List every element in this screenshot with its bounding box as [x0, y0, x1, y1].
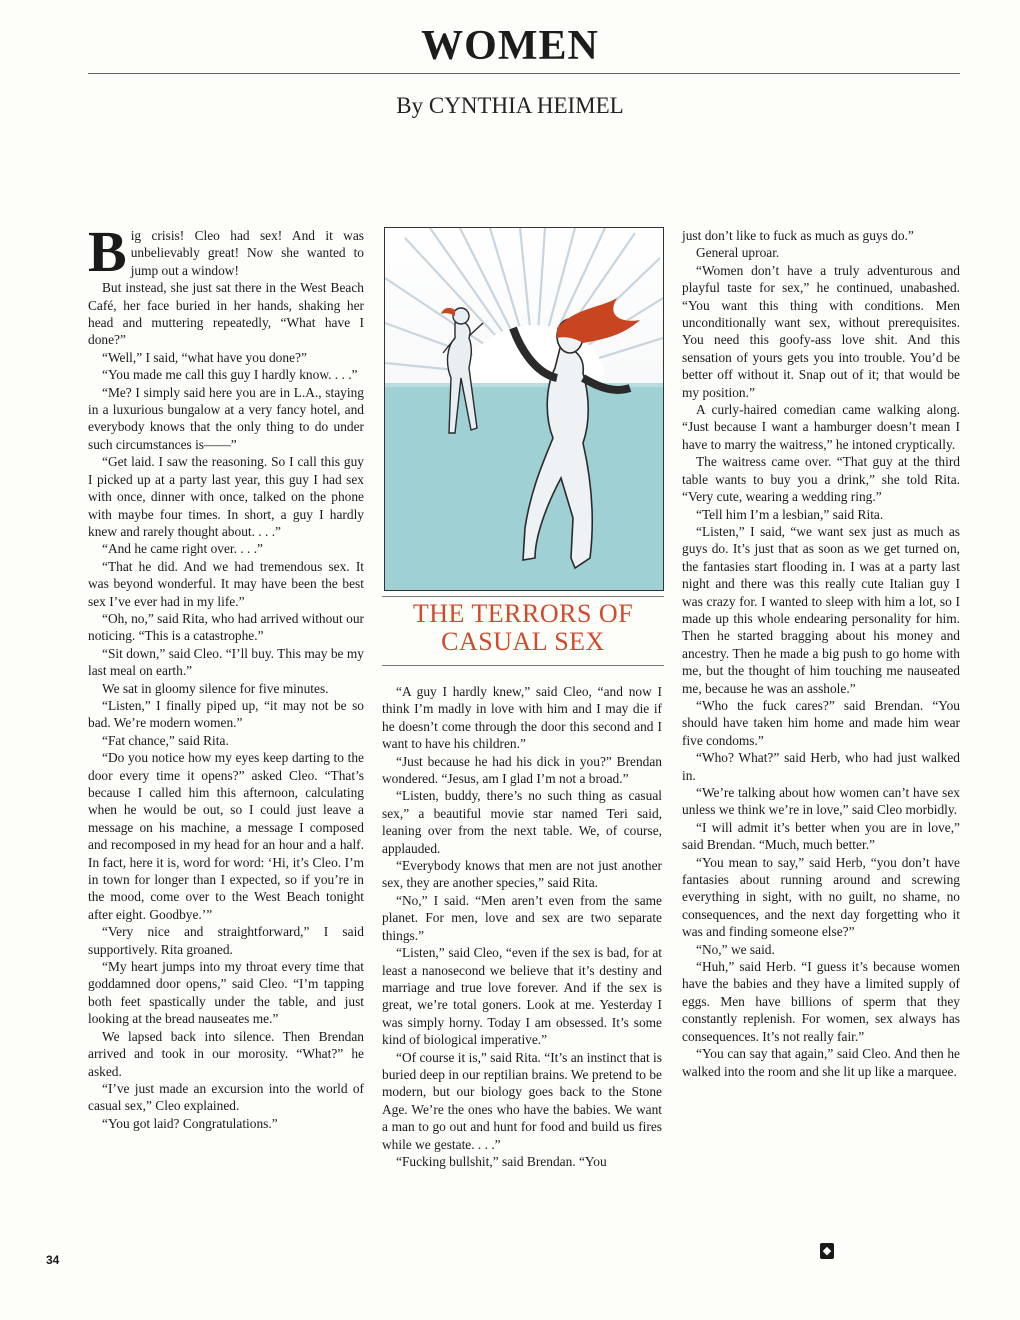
headline-rule-bottom	[382, 665, 664, 666]
paragraph: The waitress came over. “That guy at the third table wants to buy you a drink,” she told Rita. “Very cute, wearing a wedding ring.”	[682, 454, 960, 505]
paragraph: “Listen,” I finally piped up, “it may not be so bad. We’re modern women.”	[88, 697, 364, 731]
paragraph: “Listen,” said Cleo, “even if the sex is bad, for at least a nanosecond we believe that it’s destiny and marriage and true love forever. And if the sex is great, we’re total goners. Look at me. Yesterday I was simply horny. Today I am obsessed. It’s some kind of biological imperative.”	[382, 945, 662, 1048]
headline-rule-top	[382, 596, 664, 597]
paragraph: “Everybody knows that men are not just another sex, they are another species,” said Rita.	[382, 858, 662, 891]
illustration	[384, 227, 664, 591]
paragraph: “You got laid? Congratulations.”	[102, 1115, 278, 1131]
section-title: WOMEN	[421, 23, 599, 69]
paragraph: “Of course it is,” said Rita. “It’s an instinct that is buried deep in our reptilian brains. We pretend to be modern, but our biology goes back to the Stone Age. We’re the ones who have the babies. We want a man to go out and hunt for food and build us fires while we gestate. . . .”	[382, 1049, 662, 1152]
paragraph: Big crisis! Cleo had sex! And it was unbelievably great! Now she wanted to jump out a window!	[88, 219, 364, 284]
paragraph: “We’re talking about how women can’t have sex unless we think we’re in love,” said Cleo morbidly.	[682, 785, 960, 818]
article-column-2	[382, 683, 662, 1170]
paragraph: “Very nice and straightforward,” I said supportively. Rita groaned.	[88, 924, 364, 957]
paragraph: We sat in gloomy silence for five minutes.	[102, 680, 329, 696]
paragraph: “A guy I hardly knew,” said Cleo, “and now I think I’m madly in love with him and I may die if he doesn’t come through the door this second and I want to have his children.”	[382, 684, 662, 752]
paragraph: “Well,” I said, “what have you done?”	[102, 349, 307, 365]
paragraph: “Me? I simply said here you are in L.A., staying in a luxurious bungalow at a very fancy hotel, and everybody knows that the only thing to do under such circumstances is——”	[88, 384, 364, 452]
paragraph: “And he came right over. . . .”	[102, 541, 264, 557]
paragraph: “I’ve just made an excursion into the world of casual sex,” Cleo explained.	[88, 1080, 364, 1114]
title-rule	[88, 73, 960, 74]
paragraph: “Just because he had his dick in you?” Brendan wondered. “Jesus, am I glad I’m not a broad.”	[382, 753, 662, 787]
byline: By CYNTHIA HEIMEL	[396, 93, 624, 118]
paragraph: “Women don’t have a truly adventurous and playful taste for sex,” he continued, unabashed. “You want this thing with conditions. Men unconditionally want sex, without prerequisites. You need this goofy-ass love shit. And this sensation of yours gets you into trouble. You’d be better off without it. Snap out of it; that would be my position.”	[682, 262, 960, 400]
headline-line-2: CASUAL SEX	[441, 627, 605, 656]
paragraph: “Who? What?” said Herb, who had just walked in.	[682, 750, 960, 783]
paragraph: General uproar.	[696, 245, 780, 261]
article-column-1	[88, 219, 364, 1132]
paragraph: “No,” we said.	[696, 941, 775, 957]
paragraph: “Oh, no,” said Rita, who had arrived without our noticing. “This is a catastrophe.”	[88, 610, 364, 644]
headline-line-1: THE TERRORS OF	[412, 599, 634, 628]
paragraph: “Fat chance,” said Rita.	[102, 732, 229, 748]
article-column-3	[682, 227, 960, 1080]
paragraph: A curly-haired comedian came walking along. “Just because I want a hamburger doesn’t mean I have to marry the waitress,” he intoned cryptically.	[682, 402, 960, 452]
paragraph: “Listen,” I said, “we want sex just as much as guys do. It’s just that as soon as we get turned on, the fantasies start flooding in. I was at a party last night and there was this really cute Italian guy I was crazy for. I wanted to sleep with him a lot, so I made up this whole endearing personality for him. Then he started bragging about his money and ancestry. Then he made a big push to go home with me, but the thought of him touching me nauseated me, because he was an asshole.”	[682, 523, 960, 696]
paragraph: “I will admit it’s better when you are in love,” said Brendan. “Much, much better.”	[682, 819, 960, 853]
paragraph: “Fucking bullshit,” said Brendan. “You	[396, 1153, 607, 1169]
paragraph: “Sit down,” said Cleo. “I’ll buy. This may be my last meal on earth.”	[88, 645, 364, 679]
paragraph: “You can say that again,” said Cleo. And then he walked into the room and she lit up like a marquee.	[682, 1046, 960, 1079]
paragraph: We lapsed back into silence. Then Brendan arrived and took in our morosity. “What?” he asked.	[88, 1028, 364, 1079]
paragraph: “That he did. And we had tremendous sex. It was beyond wonderful. It may have been the best sex I’ve ever had in my life.”	[88, 558, 364, 609]
headline	[382, 600, 664, 656]
paragraph: But instead, she just sat there in the West Beach Café, her face buried in her hands, shaking her head and muttering repeatedly, “What have I done?”	[88, 280, 364, 348]
paragraph: “Do you notice how my eyes keep darting to the door every time it opens?” asked Cleo. “That’s because I called him this afternoon, calculating when he would be out, so I could just leave a message on his machine, a message I composed and recomposed in my head for an hour and a half. In fact, here it is, word for word: ‘Hi, it’s Cleo. I’m in town for longer than I expected, so if you’re in the mood, come over to the West Beach tonight after eight. Goodbye.’”	[88, 750, 364, 922]
paragraph: “You made me call this guy I hardly know. . . .”	[102, 367, 358, 383]
paragraph: “You mean to say,” said Herb, “you don’t have fantasies about running around and screwing everything in sight, with no guilt, no shame, no consequences, and the next day forgetting who it was and finding someone else?”	[682, 854, 960, 940]
rabbit-head-icon: ◆	[820, 1243, 834, 1259]
paragraph: “Who the fuck cares?” said Brendan. “You should have taken him home and made him wear five condoms.”	[682, 697, 960, 748]
page-number: 34	[46, 1253, 60, 1267]
paragraph: “Get laid. I saw the reasoning. So I call this guy I picked up at a party last year, this guy I had sex with once, dinner with once, talked on the phone with maybe four times. In short, a guy I hardly knew and rarely thought about. . . .”	[88, 454, 364, 539]
paragraph: “Huh,” said Herb. “I guess it’s because women have the babies and they have a limited supply of eggs. Men have billions of sperm that they constantly replenish. For women, sex always has consequences. It’s not really fair.”	[682, 959, 960, 1044]
paragraph: “Tell him I’m a lesbian,” said Rita.	[696, 506, 884, 522]
paragraph: “Listen, buddy, there’s no such thing as casual sex,” a beautiful movie star named Teri said, leaning over from the next table. We, of course, applauded.	[382, 788, 662, 856]
paragraph: just don’t like to fuck as much as guys do.”	[682, 228, 914, 243]
paragraph: “My heart jumps into my throat every time that goddamned door opens,” said Cleo. “I’m tapping both feet spastically under the table, and just looking at the bread nauseates me.”	[88, 959, 364, 1027]
drop-cap: B	[88, 219, 127, 284]
paragraph: “No,” I said. “Men aren’t even from the same planet. For men, love and sex are two separate things.”	[382, 892, 662, 943]
illustration-art	[385, 228, 663, 590]
